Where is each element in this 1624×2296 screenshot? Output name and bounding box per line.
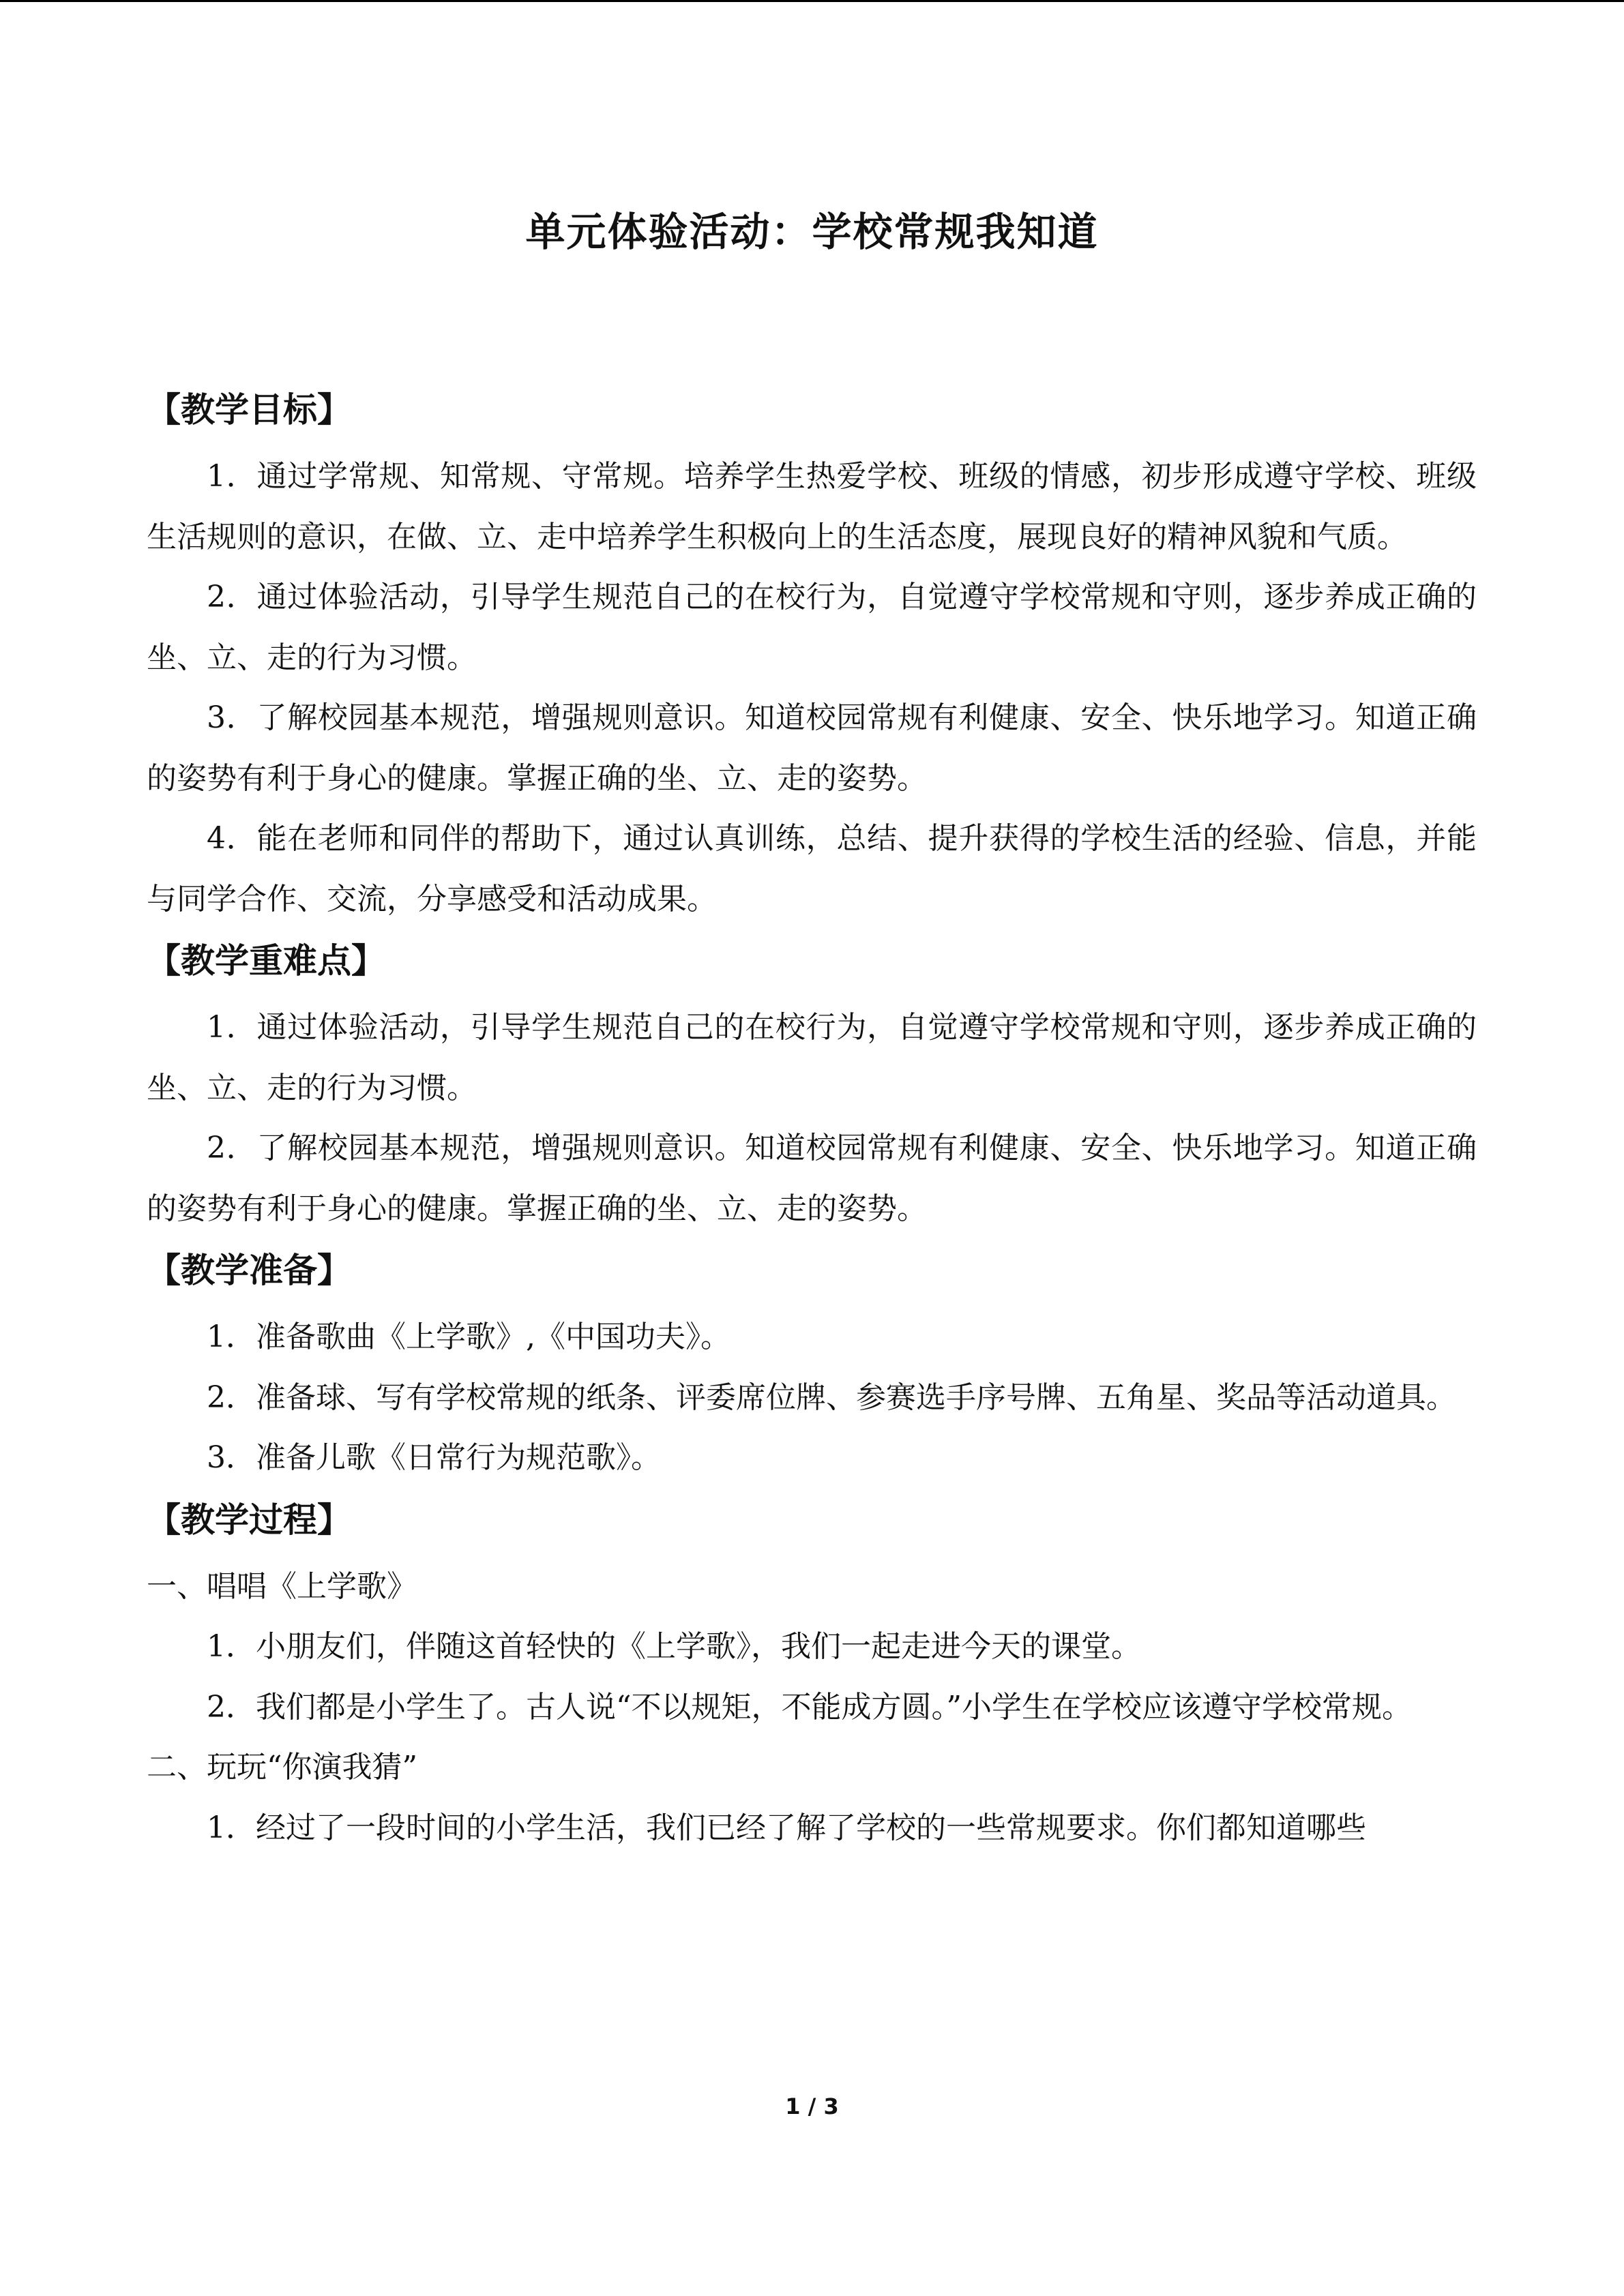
paragraph: 3．了解校园基本规范，增强规则意识。知道校园常规有利健康、安全、快乐地学习。知道正确的姿势有利于身心的健康。掌握正确的坐、立、走的姿势。 [147, 700, 1477, 796]
paragraph: 1．准备歌曲《上学歌》,《中国功夫》。 [207, 1320, 730, 1354]
section-heading: 【教学过程】 [147, 1499, 351, 1540]
paragraph: 4．能在老师和同伴的帮助下，通过认真训练，总结、提升获得的学校生活的经验、信息，并能与同学合作、交流，分享感受和活动成果。 [147, 821, 1477, 916]
paragraph: 2．准备球、写有学校常规的纸条、评委席位牌、参赛选手序号牌、五角星、奖品等活动道具。 [207, 1380, 1456, 1415]
subsection-heading: 二、玩玩“你演我猜” [147, 1750, 417, 1785]
paragraph: 3．准备儿歌《日常行为规范歌》。 [207, 1440, 661, 1475]
section-key-points [147, 929, 1477, 1239]
paragraph: 1．通过学常规、知常规、守常规。培养学生热爱学校、班级的情感，初步形成遵守学校、班级生活规则的意识，在做、立、走中培养学生积极向上的生活态度，展现良好的精神风貌和气质。 [147, 459, 1477, 554]
paragraph: 2．通过体验活动，引导学生规范自己的在校行为，自觉遵守学校常规和守则，逐步养成正确的坐、立、走的行为习惯。 [147, 580, 1477, 675]
document-title: 单元体验活动：学校常规我知道 [525, 209, 1099, 255]
section-objectives [147, 378, 1477, 929]
document-body [147, 378, 1477, 1858]
section-heading: 【教学重难点】 [147, 940, 385, 981]
paragraph: 2．了解校园基本规范，增强规则意识。知道校园常规有利健康、安全、快乐地学习。知道正确的姿势有利于身心的健康。掌握正确的坐、立、走的姿势。 [147, 1131, 1477, 1226]
section-preparation [147, 1239, 1477, 1489]
paragraph: 2．我们都是小学生了。古人说“不以规矩，不能成方圆。”小学生在学校应该遵守学校常规。 [207, 1689, 1412, 1725]
paragraph: 1．小朋友们，伴随这首轻快的《上学歌》，我们一起走进今天的课堂。 [207, 1629, 1141, 1664]
page-top-border [0, 0, 1624, 2]
section-heading: 【教学目标】 [147, 389, 351, 430]
section-heading: 【教学准备】 [147, 1250, 351, 1290]
section-process [147, 1489, 1477, 1859]
page-number: 1 / 3 [785, 2093, 839, 2119]
paragraph: 1．通过体验活动，引导学生规范自己的在校行为，自觉遵守学校常规和守则，逐步养成正确的坐、立、走的行为习惯。 [147, 1010, 1477, 1105]
paragraph: 1．经过了一段时间的小学生活，我们已经了解了学校的一些常规要求。你们都知道哪些 [207, 1810, 1366, 1845]
subsection-heading: 一、唱唱《上学歌》 [147, 1568, 417, 1604]
